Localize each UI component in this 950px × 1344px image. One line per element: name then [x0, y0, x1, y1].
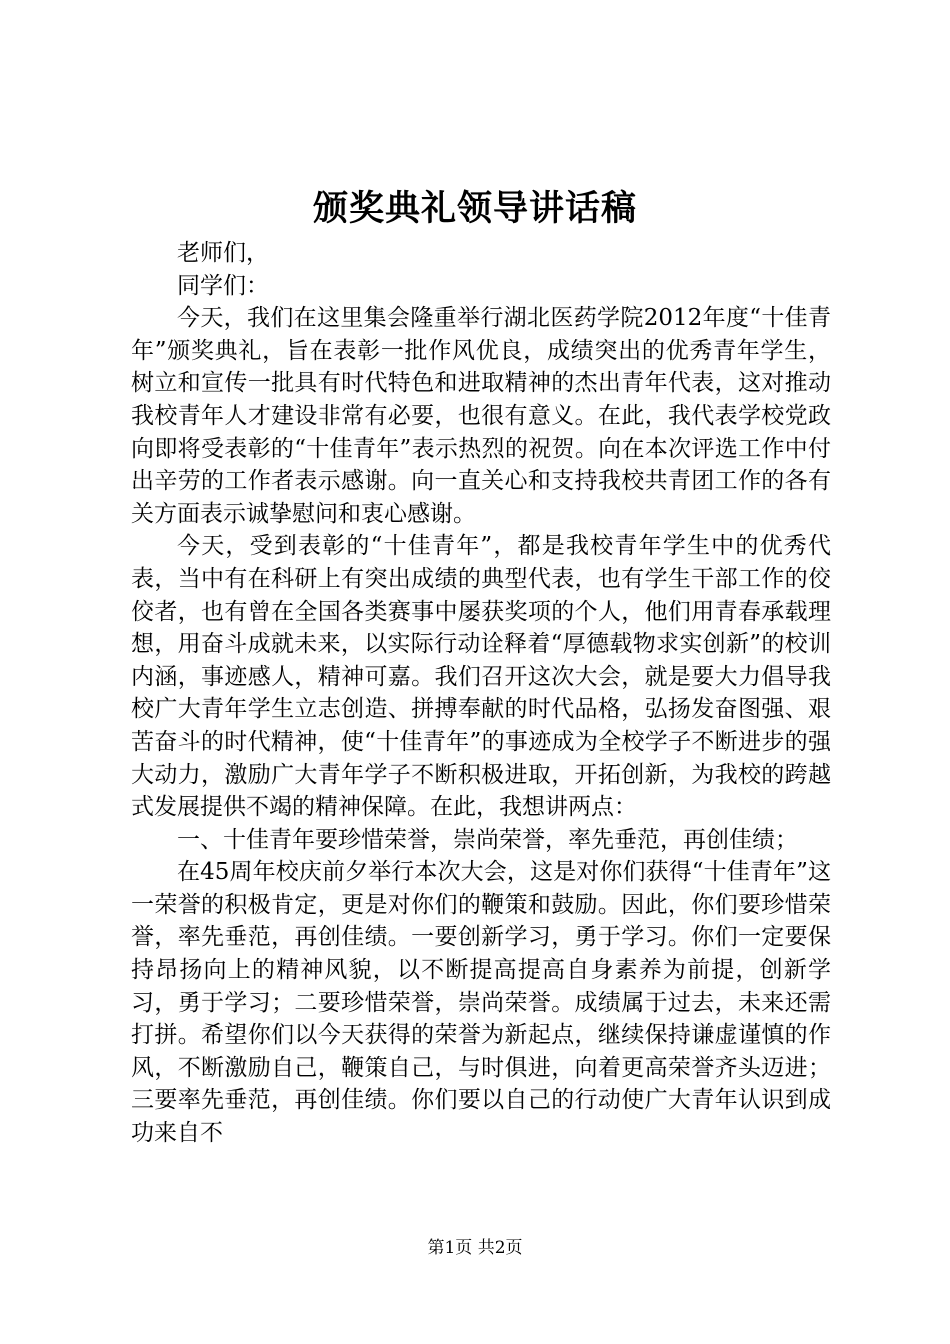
body-paragraph: 今天，受到表彰的“十佳青年”，都是我校青年学生中的优秀代表，当中有在科研上有突出成绩的典型代表，也有学生干部工作的佼佼者，也有曾在全国各类赛事中屡获奖项的个人，他们用青春承载理想，用奋斗成就未来，以实际行动诠释着“厚德载物求实创新”的校训内涵，事迹感人，精神可嘉。我们召开这次大会，就是要大力倡导我校广大青年学生立志创造、拼搏奉献的时代品格，弘扬发奋图强、艰苦奋斗的时代精神，使“十佳青年”的事迹成为全校学子不断进步的强大动力，激励广大青年学子不断积极进取，开拓创新，为我校的跨越式发展提供不竭的精神保障。在此，我想讲两点：: [131, 533, 831, 821]
body-paragraph: 今天，我们在这里集会隆重举行湖北医药学院2012年度“十佳青年”颁奖典礼，旨在表彰一批作风优良，成绩突出的优秀青年学生，树立和宣传一批具有时代特色和进取精神的杰出青年代表，这对推动我校青年人才建设非常有必要，也很有意义。在此，我代表学校党政向即将受表彰的“十佳青年”表示热烈的祝贺。向在本次评选工作中付出辛劳的工作者表示感谢。向一直关心和支持我校共青团工作的各有关方面表示诚挚慰问和衷心感谢。: [131, 305, 831, 527]
body-paragraph: 在45周年校庆前夕举行本次大会，这是对你们获得“十佳青年”这一荣誉的积极肯定，更是对你们的鞭策和鼓励。因此，你们要珍惜荣誉，率先垂范，再创佳绩。一要创新学习，勇于学习。你们一定要保持昂扬向上的精神风貌，以不断提高提高自身素养为前提，创新学习，勇于学习；二要珍惜荣誉，崇尚荣誉。成绩属于过去，未来还需打拼。希望你们以今天获得的荣誉为新起点，继续保持谦虚谨慎的作风，不断激励自己，鞭策自己，与时俱进，向着更高荣誉齐头迈进；三要率先垂范，再创佳绩。你们要以自己的行动使广大青年认识到成功来自不: [131, 859, 831, 1147]
document-title: 颁奖典礼领导讲话稿: [312, 188, 637, 229]
section-heading: 一、十佳青年要珍惜荣誉，崇尚荣誉，率先垂范，再创佳绩；: [177, 826, 798, 853]
salutation-students: 同学们：: [177, 272, 269, 299]
salutation-teachers: 老师们，: [177, 240, 269, 266]
document-body: [131, 237, 831, 1150]
page-footer: 第1页 共2页: [427, 1238, 523, 1258]
